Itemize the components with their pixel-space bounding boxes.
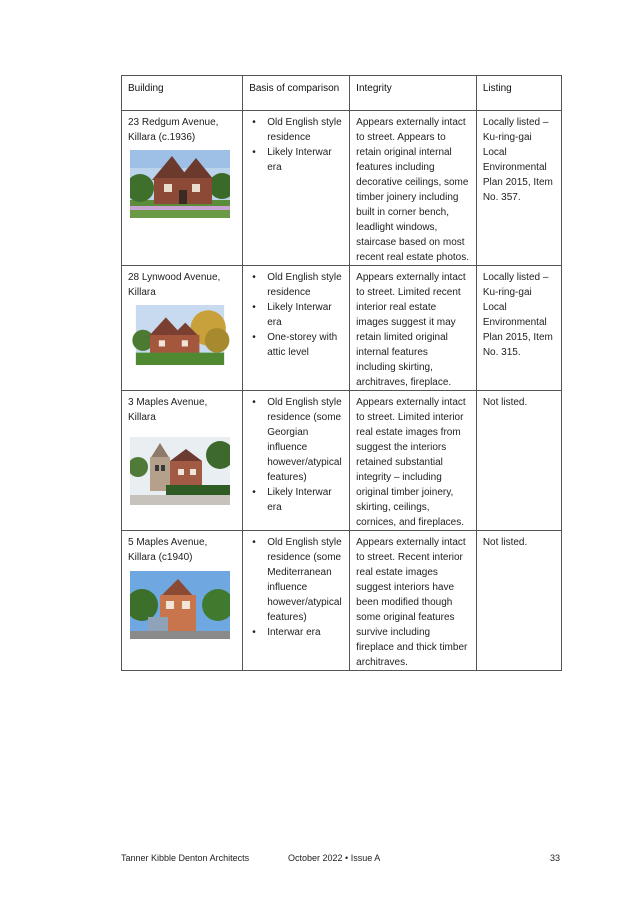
- integrity-cell: Appears externally intact to street. Limited recent interior real estate images suggest it may retain limited original internal features including skirting, architraves, fireplace.: [350, 266, 477, 391]
- list-item: • Old English style residence (some Georgian influence however/atypical features): [249, 395, 343, 485]
- list-item: • One-storey with attic level: [249, 330, 343, 360]
- table-row: [122, 391, 562, 531]
- building-cell: [122, 391, 243, 531]
- comparison-table: [121, 75, 562, 671]
- list-item: • Likely Interwar era: [249, 485, 343, 515]
- list-item: • Interwar era: [249, 625, 343, 640]
- footer-date-issue: October 2022 • Issue A: [288, 853, 381, 863]
- integrity-cell: Appears externally intact to street. Recent interior real estate images suggest interiors have been modified though some original features survive including fireplace and thick timber architraves.: [350, 531, 477, 671]
- list-item: • Likely Interwar era: [249, 300, 343, 330]
- table-row: [122, 111, 562, 266]
- basis-list: [249, 395, 343, 515]
- header-listing: Listing: [476, 76, 561, 111]
- list-item: • Old English style residence (some Mediterranean influence however/atypical features): [249, 535, 343, 625]
- footer-company: Tanner Kibble Denton Architects: [121, 853, 250, 863]
- header-integrity: Integrity: [350, 76, 477, 111]
- house-photo: [130, 437, 230, 505]
- table-row: [122, 266, 562, 391]
- listing-cell: Locally listed – Ku-ring-gai Local Environmental Plan 2015, Item No. 315.: [476, 266, 561, 391]
- building-name: 23 Redgum Avenue, Killara (c.1936): [128, 117, 219, 143]
- footer-page-number: 33: [550, 853, 561, 863]
- basis-cell: [243, 391, 350, 531]
- basis-cell: [243, 111, 350, 266]
- building-cell: [122, 531, 243, 671]
- house-photo: [130, 305, 230, 365]
- building-name: 28 Lynwood Avenue, Killara: [128, 272, 221, 298]
- listing-cell: Locally listed – Ku-ring-gai Local Environmental Plan 2015, Item No. 357.: [476, 111, 561, 266]
- basis-list: [249, 535, 343, 640]
- basis-list: [249, 270, 343, 360]
- building-name: 3 Maples Avenue, Killara: [128, 397, 208, 423]
- building-cell: [122, 111, 243, 266]
- building-name: 5 Maples Avenue, Killara (c1940): [128, 537, 208, 563]
- table-header-row: [122, 76, 562, 111]
- listing-cell: Not listed.: [476, 391, 561, 531]
- house-photo: [130, 150, 230, 218]
- header-building: Building: [122, 76, 243, 111]
- building-cell: [122, 266, 243, 391]
- list-item: • Old English style residence: [249, 115, 343, 145]
- basis-list: [249, 115, 343, 175]
- header-basis: Basis of comparison: [243, 76, 350, 111]
- house-photo: [130, 571, 230, 639]
- listing-cell: Not listed.: [476, 531, 561, 671]
- list-item: • Likely Interwar era: [249, 145, 343, 175]
- integrity-cell: Appears externally intact to street. Limited interior real estate images from suggest the interiors retained substantial integrity – including original timber joinery, skirting, ceilings, cornices, and fireplaces.: [350, 391, 477, 531]
- integrity-cell: Appears externally intact to street. Appears to retain original internal features including decorative ceilings, some timber joinery including built in corner bench, leadlight windows, staircase based on most recent real estate photos.: [350, 111, 477, 266]
- basis-cell: [243, 266, 350, 391]
- basis-cell: [243, 531, 350, 671]
- table-row: [122, 531, 562, 671]
- list-item: • Old English style residence: [249, 270, 343, 300]
